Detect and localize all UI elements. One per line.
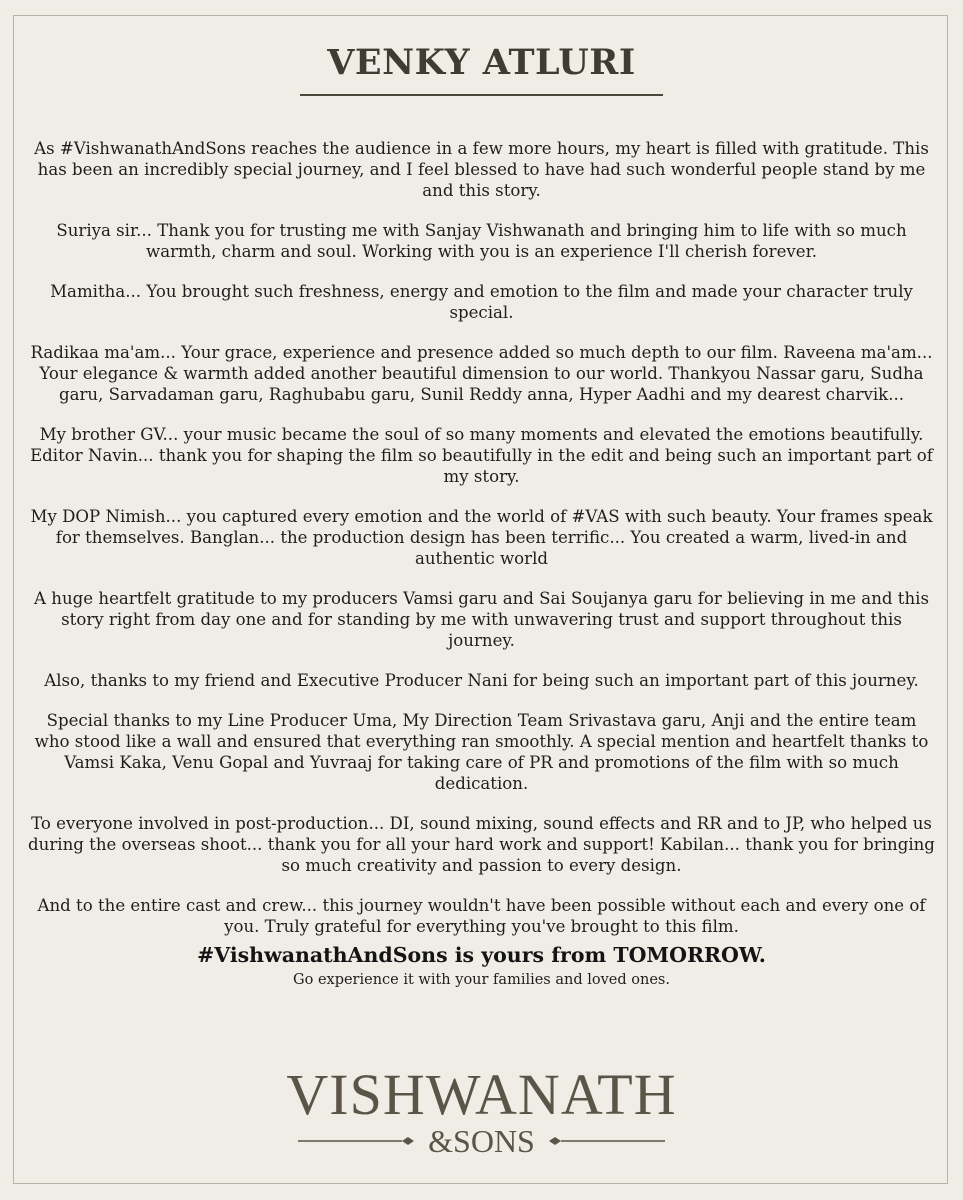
- author-name-title: VENKY ATLURI: [300, 40, 663, 96]
- letter-paragraph-3: Mamitha... You brought such freshness, energy and emotion to the film and made your character truly special.: [50, 282, 913, 322]
- letter-body: [28, 138, 935, 990]
- letter-paragraph-5: My brother GV... your music became the soul of so many moments and elevated the emotions beautifully. Editor Navin... thank you for shaping the film so beautifully in the edit and being such an important part of my story.: [30, 425, 933, 486]
- letter-paragraph-6: My DOP Nimish... you captured every emotion and the world of #VAS with such beauty. Your frames speak for themselves. Banglan... the production design has been terrific... You created a warm, lived-in and authentic world: [30, 507, 933, 568]
- release-tagline: Go experience it with your families and loved ones.: [293, 972, 670, 988]
- letter-paragraph-2: Suriya sir... Thank you for trusting me with Sanjay Vishwanath and bringing him to life with so much warmth, charm and soul. Working with you is an experience I'll cherish forever.: [56, 221, 907, 261]
- right-ornament-icon: [545, 1136, 665, 1146]
- film-logo-subtitle-row: [230, 1124, 733, 1158]
- letter-paragraph-9: Special thanks to my Line Producer Uma, My Direction Team Srivastava garu, Anji and the entire team who stood like a wall and ensured that everything ran smoothly. A special mention and heartfelt thanks to Vamsi Kaka, Venu Gopal and Yuvraaj for taking care of PR and promotions of the film with so much dedication.: [34, 711, 929, 793]
- film-logo-title: VISHWANATH: [286, 1062, 677, 1127]
- release-announcement: #VishwanathAndSons is yours from TOMORROW.: [197, 943, 766, 967]
- letter-paragraph-1: As #VishwanathAndSons reaches the audience in a few more hours, my heart is filled with gratitude. This has been an incredibly special journey, and I feel blessed to have had such wonderful people stand by me and this story.: [34, 139, 929, 200]
- letter-paragraph-8: Also, thanks to my friend and Executive Producer Nani for being such an important part of this journey.: [44, 671, 919, 690]
- letter-paragraph-4: Radikaa ma'am... Your grace, experience and presence added so much depth to our film. Raveena ma'am... Your elegance & warmth added another beautiful dimension to our world. Thankyou Nassar garu, Sudha garu, Sarvadaman garu, Raghubabu garu, Sunil Reddy anna, Hyper Aadhi and my dearest charvik...: [30, 343, 933, 404]
- letter-paragraph-7: A huge heartfelt gratitude to my producers Vamsi garu and Sai Soujanya garu for believing in me and this story right from day one and for standing by me with unwavering trust and support throughout this journey.: [34, 589, 929, 650]
- film-logo-subtitle: &SONS: [428, 1123, 535, 1159]
- letter-paragraph-11: And to the entire cast and crew... this journey wouldn't have been possible without each and every one of you. Truly grateful for everything you've brought to this film.: [37, 896, 926, 936]
- left-ornament-icon: [298, 1136, 418, 1146]
- letter-paragraph-10: To everyone involved in post-production... DI, sound mixing, sound effects and RR and to JP, who helped us during the overseas shoot... thank you for all your hard work and support! Kabilan... thank you for bringing so much creativity and passion to every design.: [28, 814, 935, 875]
- letter-header: [300, 40, 663, 96]
- film-logo: [230, 1064, 733, 1158]
